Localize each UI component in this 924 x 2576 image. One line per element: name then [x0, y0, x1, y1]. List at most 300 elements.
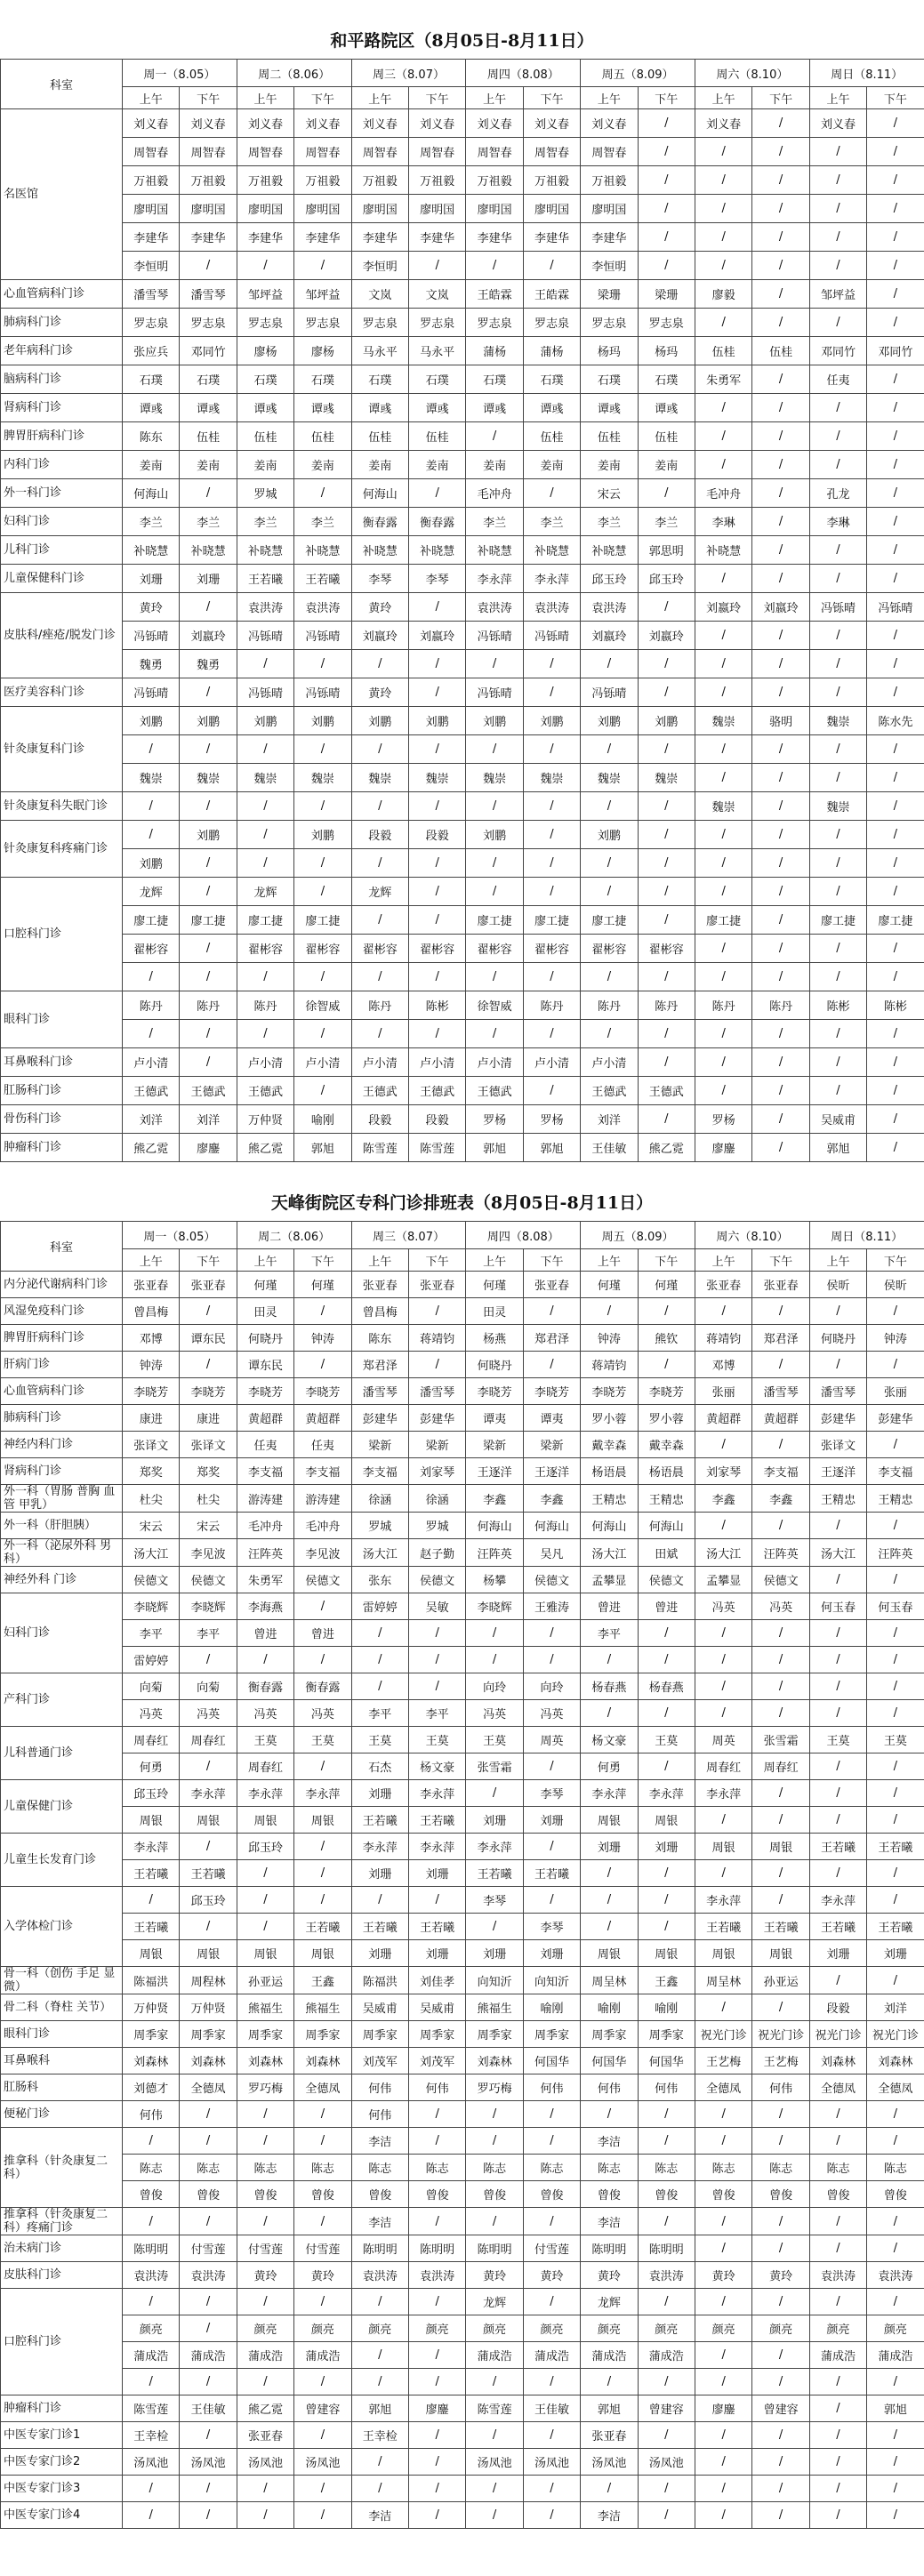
doctor-cell: 刘珊: [180, 565, 237, 593]
doctor-cell: 袁洪涛: [237, 593, 293, 622]
doctor-cell: /: [294, 2422, 351, 2449]
doctor-cell: 罗小蓉: [638, 1405, 695, 1432]
doctor-cell: /: [351, 1647, 408, 1673]
doctor-cell: 万祖毅: [408, 166, 465, 195]
doctor-cell: /: [638, 109, 695, 138]
doctor-cell: 侯德文: [523, 1567, 580, 1593]
doctor-cell: /: [867, 650, 924, 678]
doctor-cell: 张译文: [809, 1432, 866, 1458]
doctor-cell: 颜亮: [408, 2315, 465, 2342]
doctor-cell: 陈明明: [466, 2235, 523, 2262]
doctor-cell: 谭彧: [294, 394, 351, 422]
doctor-cell: 补晓慧: [466, 536, 523, 565]
doctor-cell: /: [523, 1352, 580, 1378]
doctor-cell: 罗巧梅: [237, 2074, 293, 2101]
doctor-cell: /: [752, 878, 809, 906]
doctor-cell: 王佳敏: [180, 2395, 237, 2422]
doctor-cell: /: [581, 735, 638, 764]
doctor-cell: 刘嬴玲: [695, 593, 751, 622]
doctor-cell: /: [294, 963, 351, 991]
doctor-cell: 刘义春: [123, 109, 180, 138]
doctor-cell: /: [180, 479, 237, 508]
doctor-cell: 姜南: [523, 451, 580, 479]
doctor-cell: 黄玲: [351, 678, 408, 707]
doctor-cell: 王德武: [180, 1077, 237, 1105]
doctor-cell: 杜尖: [180, 1485, 237, 1513]
doctor-cell: 刘嬴玲: [752, 593, 809, 622]
doctor-cell: 蒲成浩: [237, 2342, 293, 2369]
doctor-cell: /: [695, 422, 751, 451]
department-name: 口腔科门诊: [1, 2289, 123, 2395]
schedule-row: [1, 935, 924, 963]
doctor-cell: /: [294, 650, 351, 678]
doctor-cell: 蒲成浩: [466, 2342, 523, 2369]
doctor-cell: 邓博: [123, 1325, 180, 1352]
doctor-cell: /: [180, 2422, 237, 2449]
doctor-cell: 廖明国: [523, 195, 580, 223]
doctor-cell: 王精忠: [638, 1485, 695, 1513]
doctor-cell: /: [466, 1647, 523, 1673]
doctor-cell: /: [752, 2449, 809, 2476]
doctor-cell: 陈丹: [180, 991, 237, 1020]
schedule-row: [1, 906, 924, 935]
doctor-cell: 刘家琴: [695, 1458, 751, 1485]
doctor-cell: 曾进: [294, 1620, 351, 1647]
doctor-cell: 颜亮: [466, 2315, 523, 2342]
doctor-cell: 罗城: [237, 479, 293, 508]
doctor-cell: 石璞: [638, 365, 695, 394]
doctor-cell: 张雪霜: [752, 1727, 809, 1753]
doctor-cell: 王鑫: [294, 1967, 351, 1994]
doctor-cell: /: [180, 735, 237, 764]
doctor-cell: /: [752, 1673, 809, 1700]
doctor-cell: /: [867, 309, 924, 337]
schedule-row: [1, 1513, 924, 1539]
doctor-cell: /: [638, 792, 695, 821]
doctor-cell: /: [752, 1105, 809, 1134]
doctor-cell: 袁洪涛: [351, 2262, 408, 2289]
doctor-cell: 万祖毅: [123, 166, 180, 195]
doctor-cell: /: [351, 2369, 408, 2395]
doctor-cell: 何伟: [638, 2074, 695, 2101]
doctor-cell: 刘嬴玲: [180, 622, 237, 650]
doctor-cell: /: [809, 223, 866, 252]
doctor-cell: 刘鹏: [180, 821, 237, 849]
doctor-cell: /: [695, 2422, 751, 2449]
doctor-cell: /: [867, 2289, 924, 2315]
doctor-cell: /: [638, 195, 695, 223]
doctor-cell: /: [523, 2502, 580, 2529]
doctor-cell: 谭彧: [180, 394, 237, 422]
doctor-cell: 曾俊: [123, 2181, 180, 2208]
doctor-cell: 刘洋: [581, 1105, 638, 1134]
doctor-cell: 周季家: [581, 2021, 638, 2048]
doctor-cell: 刘珊: [123, 565, 180, 593]
doctor-cell: 罗杨: [523, 1105, 580, 1134]
doctor-cell: /: [867, 1780, 924, 1807]
department-name: 产科门诊: [1, 1673, 123, 1727]
doctor-cell: 何晓丹: [809, 1325, 866, 1352]
doctor-cell: 王莫: [294, 1727, 351, 1753]
doctor-cell: 杨文豪: [581, 1727, 638, 1753]
doctor-cell: /: [867, 878, 924, 906]
doctor-cell: /: [123, 1020, 180, 1048]
day-header: 周四（8.08）: [466, 1222, 581, 1249]
doctor-cell: /: [752, 451, 809, 479]
schedule-row: [1, 2289, 924, 2315]
doctor-cell: 翟彬容: [466, 935, 523, 963]
schedule-row: [1, 536, 924, 565]
doctor-cell: 邱玉玲: [123, 1780, 180, 1807]
doctor-cell: 陈志: [809, 2155, 866, 2181]
schedule-row: [1, 1647, 924, 1673]
doctor-cell: 游涛建: [294, 1485, 351, 1513]
doctor-cell: 李洁: [581, 2208, 638, 2235]
doctor-cell: 宋云: [581, 479, 638, 508]
doctor-cell: 李支福: [752, 1458, 809, 1485]
doctor-cell: /: [752, 2342, 809, 2369]
doctor-cell: 廖明国: [180, 195, 237, 223]
doctor-cell: 汤凤池: [466, 2449, 523, 2476]
department-name: 肾病科门诊: [1, 1458, 123, 1485]
doctor-cell: 黄玲: [752, 2262, 809, 2289]
doctor-cell: 冯英: [237, 1700, 293, 1727]
doctor-cell: /: [867, 2449, 924, 2476]
doctor-cell: 陈水先: [867, 707, 924, 735]
doctor-cell: /: [466, 963, 523, 991]
schedule-row: [1, 792, 924, 821]
doctor-cell: /: [466, 2101, 523, 2128]
doctor-cell: 刘鹏: [523, 707, 580, 735]
doctor-cell: 梁珊: [581, 280, 638, 309]
doctor-cell: 李永萍: [237, 1780, 293, 1807]
doctor-cell: /: [523, 2289, 580, 2315]
doctor-cell: /: [294, 2128, 351, 2155]
doctor-cell: 李琴: [523, 1780, 580, 1807]
doctor-cell: /: [752, 223, 809, 252]
doctor-cell: /: [581, 1700, 638, 1727]
doctor-cell: 汤凤池: [294, 2449, 351, 2476]
doctor-cell: 王若曦: [466, 1860, 523, 1887]
doctor-cell: 吴凡: [523, 1539, 580, 1567]
doctor-cell: 祝光门诊: [867, 2021, 924, 2048]
doctor-cell: /: [237, 2502, 293, 2529]
doctor-cell: /: [294, 1753, 351, 1780]
doctor-cell: 伍桂: [695, 337, 751, 365]
doctor-cell: 熊乙霓: [237, 2395, 293, 2422]
doctor-cell: /: [638, 1887, 695, 1914]
doctor-cell: /: [180, 2289, 237, 2315]
doctor-cell: 姜南: [638, 451, 695, 479]
doctor-cell: 王德武: [466, 1077, 523, 1105]
doctor-cell: 李永萍: [466, 565, 523, 593]
schedule-row: [1, 1780, 924, 1807]
morning-header: 上午: [695, 1249, 751, 1272]
doctor-cell: 田灵: [237, 1298, 293, 1325]
doctor-cell: 何瑾: [638, 1272, 695, 1298]
doctor-cell: 李兰: [466, 508, 523, 536]
doctor-cell: /: [867, 735, 924, 764]
department-name: 肿瘤科门诊: [1, 1134, 123, 1162]
doctor-cell: /: [237, 792, 293, 821]
doctor-cell: /: [695, 252, 751, 280]
doctor-cell: /: [523, 252, 580, 280]
schedule-row: [1, 1432, 924, 1458]
doctor-cell: /: [408, 878, 465, 906]
day-header: 周三（8.07）: [351, 1222, 466, 1249]
doctor-cell: 张亚春: [581, 2422, 638, 2449]
doctor-cell: /: [867, 138, 924, 166]
morning-header: 上午: [581, 1249, 638, 1272]
doctor-cell: 周智春: [408, 138, 465, 166]
doctor-cell: /: [752, 394, 809, 422]
doctor-cell: 陈志: [752, 2155, 809, 2181]
doctor-cell: /: [466, 2208, 523, 2235]
doctor-cell: 刘嬴玲: [581, 622, 638, 650]
doctor-cell: 廖工捷: [294, 906, 351, 935]
doctor-cell: 姜南: [180, 451, 237, 479]
doctor-cell: 郑君泽: [523, 1325, 580, 1352]
doctor-cell: 何晓丹: [466, 1352, 523, 1378]
doctor-cell: 伍桂: [351, 422, 408, 451]
schedule-row: [1, 195, 924, 223]
doctor-cell: /: [638, 1753, 695, 1780]
doctor-cell: /: [237, 2369, 293, 2395]
doctor-cell: /: [809, 1513, 866, 1539]
doctor-cell: /: [294, 1593, 351, 1620]
doctor-cell: /: [809, 138, 866, 166]
doctor-cell: /: [408, 2101, 465, 2128]
doctor-cell: 刘义春: [294, 109, 351, 138]
doctor-cell: /: [294, 1298, 351, 1325]
doctor-cell: 蒲成浩: [294, 2342, 351, 2369]
doctor-cell: 李鑫: [466, 1485, 523, 1513]
doctor-cell: 周季家: [294, 2021, 351, 2048]
doctor-cell: /: [466, 1780, 523, 1807]
doctor-cell: /: [809, 1700, 866, 1727]
schedule-row: [1, 2235, 924, 2262]
doctor-cell: 李洁: [581, 2128, 638, 2155]
doctor-cell: /: [809, 1567, 866, 1593]
day-header: 周二（8.06）: [237, 60, 351, 87]
doctor-cell: 毛冲舟: [695, 479, 751, 508]
doctor-cell: 廖工捷: [809, 906, 866, 935]
doctor-cell: 卢小清: [523, 1048, 580, 1077]
doctor-cell: /: [408, 1887, 465, 1914]
doctor-cell: 刘家琴: [408, 1458, 465, 1485]
doctor-cell: /: [809, 2128, 866, 2155]
doctor-cell: /: [695, 1077, 751, 1105]
doctor-cell: 汤凤池: [581, 2449, 638, 2476]
doctor-cell: 罗城: [408, 1513, 465, 1539]
doctor-cell: 李永萍: [809, 1887, 866, 1914]
doctor-cell: 刘义春: [523, 109, 580, 138]
doctor-cell: 张译文: [123, 1432, 180, 1458]
doctor-cell: 李恒明: [123, 252, 180, 280]
department-name: 针灸康复科失眠门诊: [1, 792, 123, 821]
doctor-cell: 魏崇: [809, 792, 866, 821]
doctor-cell: 万仲贤: [123, 1994, 180, 2021]
doctor-cell: 蒲成浩: [180, 2342, 237, 2369]
doctor-cell: 廖明国: [123, 195, 180, 223]
doctor-cell: 马永平: [408, 337, 465, 365]
afternoon-header: 下午: [294, 87, 351, 109]
doctor-cell: 周程林: [180, 1967, 237, 1994]
doctor-cell: /: [581, 1298, 638, 1325]
doctor-cell: 颜亮: [523, 2315, 580, 2342]
doctor-cell: /: [752, 821, 809, 849]
doctor-cell: 陈雪莲: [408, 1134, 465, 1162]
doctor-cell: 魏崇: [638, 764, 695, 792]
doctor-cell: 蒲成浩: [638, 2342, 695, 2369]
doctor-cell: 曾俊: [466, 2181, 523, 2208]
doctor-cell: /: [581, 1647, 638, 1673]
doctor-cell: 刘义春: [237, 109, 293, 138]
doctor-cell: 汪阵英: [752, 1539, 809, 1567]
doctor-cell: 魏勇: [123, 650, 180, 678]
doctor-cell: 龙辉: [466, 2289, 523, 2315]
doctor-cell: 万祖毅: [180, 166, 237, 195]
schedule-row: [1, 963, 924, 991]
afternoon-header: 下午: [294, 1249, 351, 1272]
doctor-cell: /: [638, 1647, 695, 1673]
doctor-cell: 廖工捷: [237, 906, 293, 935]
doctor-cell: 罗志泉: [581, 309, 638, 337]
doctor-cell: /: [638, 1914, 695, 1940]
morning-header: 上午: [123, 1249, 180, 1272]
doctor-cell: /: [523, 2128, 580, 2155]
doctor-cell: /: [752, 138, 809, 166]
day-header: 周日（8.11）: [809, 1222, 924, 1249]
doctor-cell: /: [695, 1298, 751, 1325]
doctor-cell: 彭建华: [408, 1405, 465, 1432]
doctor-cell: 陈福洪: [351, 1967, 408, 1994]
doctor-cell: 颜亮: [638, 2315, 695, 2342]
doctor-cell: 朱勇军: [695, 365, 751, 394]
doctor-cell: 魏崇: [351, 764, 408, 792]
doctor-cell: 罗志泉: [408, 309, 465, 337]
department-name: 耳鼻喉科: [1, 2048, 123, 2074]
morning-header: 上午: [466, 87, 523, 109]
doctor-cell: /: [180, 2208, 237, 2235]
doctor-cell: 邓同竹: [180, 337, 237, 365]
doctor-cell: /: [638, 1700, 695, 1727]
department-name: 脾胃肝病科门诊: [1, 1325, 123, 1352]
doctor-cell: /: [237, 252, 293, 280]
doctor-cell: /: [809, 821, 866, 849]
doctor-cell: 周银: [180, 1807, 237, 1834]
doctor-cell: 曾昌梅: [123, 1298, 180, 1325]
doctor-cell: 李琴: [408, 565, 465, 593]
doctor-cell: /: [695, 2476, 751, 2502]
schedule-row: [1, 650, 924, 678]
doctor-cell: /: [809, 1352, 866, 1378]
doctor-cell: /: [695, 223, 751, 252]
doctor-cell: /: [809, 878, 866, 906]
doctor-cell: 潘雪琴: [123, 280, 180, 309]
doctor-cell: /: [867, 1105, 924, 1134]
doctor-cell: 张亚春: [523, 1272, 580, 1298]
doctor-cell: /: [180, 1647, 237, 1673]
doctor-cell: /: [695, 1620, 751, 1647]
doctor-cell: 补晓慧: [695, 536, 751, 565]
doctor-cell: 何伟: [351, 2074, 408, 2101]
doctor-cell: 冯铄晴: [294, 622, 351, 650]
doctor-cell: 何瑾: [466, 1272, 523, 1298]
doctor-cell: 袁洪涛: [466, 593, 523, 622]
schedule-row: [1, 2502, 924, 2529]
department-name: 中医专家门诊2: [1, 2449, 123, 2476]
doctor-cell: /: [752, 1780, 809, 1807]
department-name: 儿科普通门诊: [1, 1727, 123, 1780]
doctor-cell: 谭彧: [581, 394, 638, 422]
doctor-cell: /: [523, 1077, 580, 1105]
doctor-cell: 蒲成浩: [809, 2342, 866, 2369]
schedule-row: [1, 252, 924, 280]
doctor-cell: 杨春燕: [581, 1673, 638, 1700]
doctor-cell: 黄超群: [294, 1405, 351, 1432]
doctor-cell: 李晓辉: [123, 1593, 180, 1620]
doctor-cell: 汤大江: [809, 1539, 866, 1567]
doctor-cell: 冯铄晴: [809, 593, 866, 622]
doctor-cell: 曾进: [237, 1620, 293, 1647]
doctor-cell: /: [867, 1860, 924, 1887]
doctor-cell: /: [294, 792, 351, 821]
doctor-cell: 邹坪益: [809, 280, 866, 309]
doctor-cell: 郑奖: [123, 1458, 180, 1485]
doctor-cell: 李建华: [294, 223, 351, 252]
doctor-cell: /: [809, 2235, 866, 2262]
doctor-cell: 陈福洪: [123, 1967, 180, 1994]
doctor-cell: 陈东: [123, 422, 180, 451]
doctor-cell: 何伟: [752, 2074, 809, 2101]
doctor-cell: 石璞: [523, 365, 580, 394]
day-header: 周四（8.08）: [466, 60, 581, 87]
doctor-cell: /: [466, 735, 523, 764]
doctor-cell: /: [581, 2476, 638, 2502]
doctor-cell: 李建华: [123, 223, 180, 252]
doctor-cell: 吴威甫: [351, 1994, 408, 2021]
doctor-cell: /: [867, 280, 924, 309]
doctor-cell: 张亚春: [408, 1272, 465, 1298]
afternoon-header: 下午: [638, 1249, 695, 1272]
doctor-cell: /: [123, 2502, 180, 2529]
doctor-cell: 刘鹏: [638, 707, 695, 735]
doctor-cell: 王佳敏: [581, 1134, 638, 1162]
doctor-cell: 李晓辉: [180, 1593, 237, 1620]
doctor-cell: 周智春: [294, 138, 351, 166]
doctor-cell: /: [237, 849, 293, 878]
doctor-cell: /: [809, 2422, 866, 2449]
doctor-cell: 杜尖: [123, 1485, 180, 1513]
doctor-cell: 刘森林: [237, 2048, 293, 2074]
doctor-cell: /: [408, 2369, 465, 2395]
doctor-cell: 黄玲: [581, 2262, 638, 2289]
schedule-row: [1, 1325, 924, 1352]
doctor-cell: /: [351, 2476, 408, 2502]
doctor-cell: /: [123, 2208, 180, 2235]
doctor-cell: 侯德文: [408, 1567, 465, 1593]
doctor-cell: /: [867, 2476, 924, 2502]
doctor-cell: 陈彬: [867, 991, 924, 1020]
department-name: 妇科门诊: [1, 508, 123, 536]
doctor-cell: 陈丹: [237, 991, 293, 1020]
doctor-cell: 曾建容: [294, 2395, 351, 2422]
doctor-cell: 李洁: [351, 2128, 408, 2155]
doctor-cell: 刘森林: [180, 2048, 237, 2074]
doctor-cell: /: [408, 906, 465, 935]
doctor-cell: /: [237, 963, 293, 991]
